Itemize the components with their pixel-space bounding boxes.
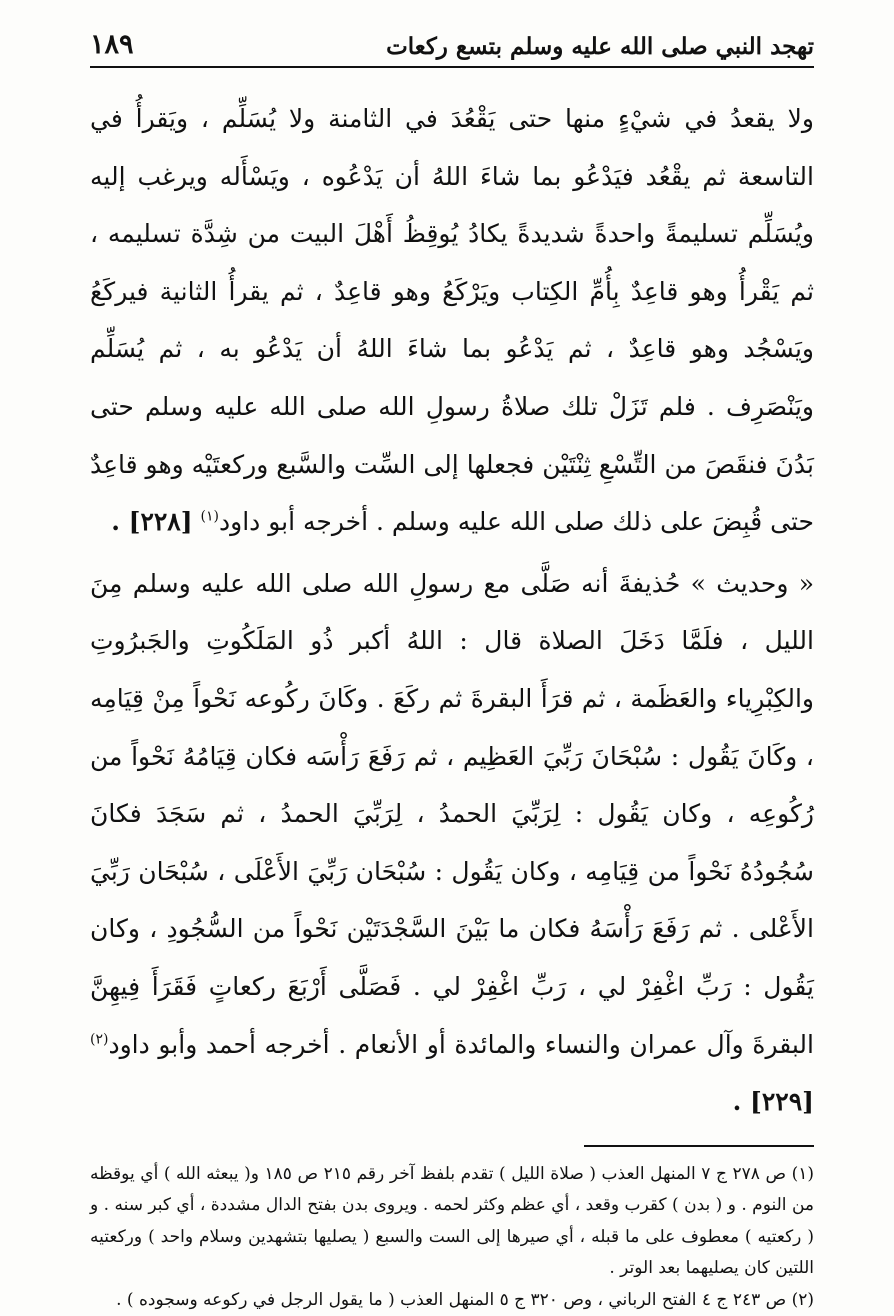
footnote-marker-1: (١) xyxy=(200,508,220,525)
paragraph-text: ولا يقعدُ في شيْءٍ منها حتى يَقْعُدَ في الثامنة ولا يُسَلِّم ، ويَقرأُ في التاسعة ثم يقْعُد فيَدْعُو بما شاءَ اللهُ أن يَدْعُوه ، ويَسْأَله ويرغب إليه ويُسَلِّم تسليمةً واحدةً شديدةً يكادُ يُوقِظُ أَهْلَ البيت من شِدَّة تسليمه ، ثم يَقْرأُ وهو قاعِدٌ بِأُمِّ الكِتاب ويَرْكَعُ وهو قاعِدٌ ، ثم يقرأُ الثانية فيركَعُ ويَسْجُد وهو قاعِدٌ ، ثم يَدْعُو بما شاءَ اللهُ أن يَدْعُو به ، ثم يُسَلِّم ويَنْصَرِف . فلم تَزَلْ تلك صلاةُ رسولِ الله صلى الله عليه وسلم حتى بَدُنَ فنقَصَ من التِّسْعِ ثِنْتَيْن فجعلها إلى السِّت والسَّبع وركعتَيْه وهو قاعِدٌ حتى قُبِضَ على ذلك صلى الله عليه وسلم . أخرجه أبو داود xyxy=(90,104,814,537)
footnote-marker-2: (٢) xyxy=(90,1031,109,1048)
hadith-paragraph-2 xyxy=(90,555,814,1131)
hadith-number-228: [٢٢٨] . xyxy=(111,507,193,537)
page-header xyxy=(90,20,814,60)
hadith-number-229: [٢٢٩] . xyxy=(732,1087,814,1117)
footnote-rule xyxy=(584,1145,814,1147)
paragraph-text: « وحديث » حُذيفةَ أنه صَلَّى مع رسولِ الله صلى الله عليه وسلم مِنَ الليل ، فلَمَّا دَخَلَ الصلاة قال : اللهُ أكبر ذُو المَلَكُوتِ والجَبرُوتِ والكِبْرِياء والعَظَمة ، ثم قرَأَ البقرةَ ثم ركَعَ . وكَانَ ركُوعه نَحْواً مِنْ قِيَامِه ، وكَانَ يَقُول : سُبْحَانَ رَبِّيَ العَظِيم ، ثم رَفَعَ رَأْسَه فكان قِيَامُهُ نَحْواً من رُكُوعِه ، وكان يَقُول : لِرَبِّيَ الحمدُ ، لِرَبِّيَ الحمدُ ، ثم سَجَدَ فكانَ سُجُودُهُ نَحْواً من قِيَامِه ، وكان يَقُول : سُبْحَان رَبِّيَ الأَعْلَى ، سُبْحَان رَبِّيَ الأَعْلى . ثم رَفَعَ رَأْسَهُ فكان ما بَيْنَ السَّجْدَتَيْن نَحْواً من السُّجُودِ ، وكان يَقُول : رَبِّ اغْفِرْ لي ، رَبِّ اغْفِرْ لي . فَصَلَّى أَرْبَعَ ركعاتٍ فَقَرَأَ فِيهِنَّ البقرةَ وآل عمران والنساء والمائدة أو الأنعام . أخرجه أحمد وأبو داود xyxy=(90,568,814,1059)
footnote-1: (١) ص ٢٧٨ ج ٧ المنهل العذب ( صلاة الليل ) تقدم بلفظ آخر رقم ٢١٥ ص ١٨٥ و( يبعثه الله ) أي يوقظه من النوم . و ( بدن ) كقرب وقعد ، أي عظم وكثر لحمه . ويروى بدن بفتح الدال مشددة ، أي كبر سنه . و ( ركعتيه ) معطوف على ما قبله ، أي صيرها إلى الست والسبع ( يصليها بتشهدين وسلام واحد ) وركعتيه اللتين كان يصليهما بعد الوتر . xyxy=(90,1163,815,1279)
footnotes xyxy=(90,1159,814,1316)
header-rule xyxy=(90,66,814,68)
main-text xyxy=(90,90,814,1131)
running-title: تهجد النبي صلى الله عليه وسلم بتسع ركعات xyxy=(386,33,814,60)
footnote-2: (٢) ص ٢٤٣ ج ٤ الفتح الرباني ، وص ٣٢٠ ج ٥ المنهل العذب ( ما يقول الرجل في ركوعه وسجوده ) . xyxy=(116,1289,814,1310)
hadith-paragraph-1 xyxy=(90,90,814,551)
page-number: ١٨٩ xyxy=(90,29,134,60)
